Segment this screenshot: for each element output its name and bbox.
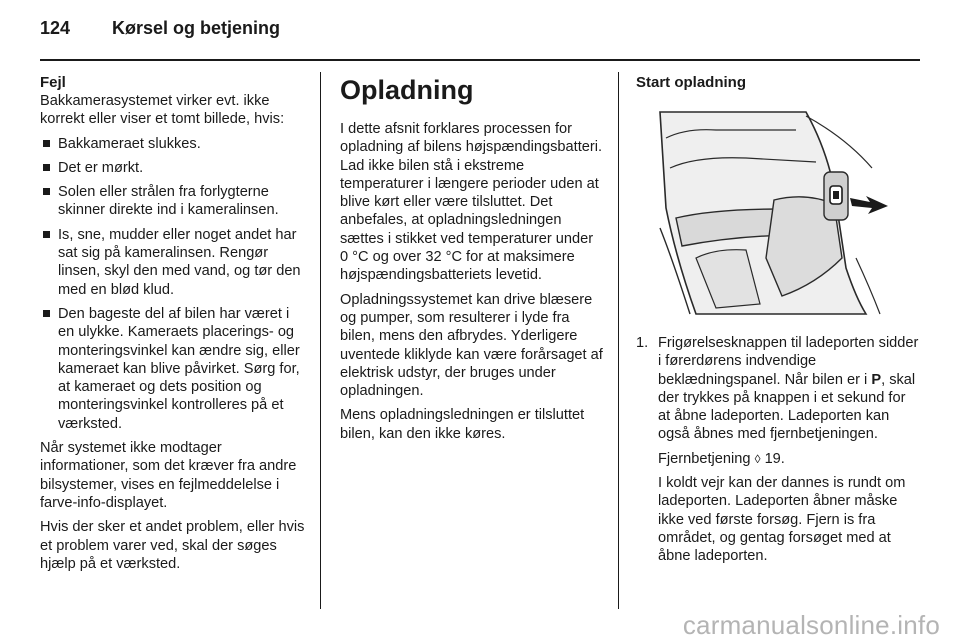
bullet-item: Is, sne, mudder eller noget andet har sat sig på kameralinsen. Rengør linsen, skyl den med vand, og tør den med en blød klud. [40, 226, 308, 299]
door-panel-illustration [656, 108, 894, 316]
section-heading-start-charging: Start opladning [636, 74, 746, 91]
fault-paragraph: Hvis der sker et andet problem, eller hvis et problem varer ved, skal der søges hjælp på et værksted. [40, 519, 305, 572]
watermark-logo: carmanualsonline.info [682, 610, 940, 640]
page-header [40, 18, 920, 48]
fault-paragraph: Når systemet ikke modtager informationer, som det kræver fra andre bilsystemer, vises en fejlmeddelelse i farve-info-displayet. [40, 440, 297, 511]
column-divider-2 [618, 72, 619, 609]
bullet-item: Bakkameraet slukkes. [40, 135, 308, 153]
fault-intro: Bakkamerasystemet virker evt. ikke korrekt eller viser et tomt billede, hvis: [40, 93, 285, 128]
reference-page: 19. [764, 450, 785, 467]
charging-paragraph: I dette afsnit forklares processen for opladning af bilens højspændingsbatteri. Lad ikke bilen stå i ekstreme temperaturer i længere perioder uden at blive kørt eller være tilsluttet. Det anbefales, at opladningsledningen sættes i stikket ved temperaturer under 0 °C og over 32 °C for at maksimere højspændingsbatteriets levetid. [340, 121, 603, 284]
column-divider-1 [320, 72, 321, 609]
chapter-title: Kørsel og betjening [112, 18, 281, 38]
step-number: 1. [636, 335, 649, 351]
bullet-item: Det er mørkt. [40, 159, 308, 177]
reference-arrow-icon: ◊ [754, 451, 761, 466]
bullet-item: Den bageste del af bilen har været i en ulykke. Kameraets placerings- og monteringsvinkel kan ændre sig, eller kameraet kan blive påvirket. Sørg for, at kameraet og dets position og monteringsvinkel kontrolleres på et værksted. [40, 305, 308, 433]
bullet-item: Solen eller strålen fra forlygterne skinner direkte ind i kameralinsen. [40, 183, 308, 220]
header-rule [40, 59, 920, 61]
step-1 [636, 334, 920, 566]
column-fault [40, 74, 308, 579]
charging-paragraph: Mens opladningsledningen er tilsluttet bilen, kan den ikke køres. [340, 407, 585, 442]
reference-label: Fjernbetjening [658, 450, 751, 467]
section-title-charging: Opladning [340, 75, 474, 105]
charging-steps [636, 334, 920, 572]
charging-paragraph: Opladningssystemet kan drive blæsere og pumper, som resulterer i lyde fra bilen, mens den afbrydes. Yderligere uventede kliklyde kan være forårsaget af elektrisk udstyr, der bruges under opladningen. [340, 291, 603, 400]
step-text [658, 334, 920, 444]
step-text-part: Frigørelsesknappen til ladeporten sidder i førerdørens indvendige beklædningspanel. Når bilen er i [658, 335, 919, 388]
cold-weather-note: I koldt vejr kan der dannes is rundt om ladeporten. Ladeporten åbner måske ikke ved første forsøg. Fjern is fra området, og gentag forsøget med at åbne ladeporten. [658, 475, 906, 565]
fault-bullet-list [40, 135, 308, 433]
cross-reference [658, 450, 920, 468]
column-start-charging [636, 74, 920, 92]
column-charging [340, 74, 604, 449]
section-heading-fault: Fejl [40, 74, 66, 91]
page-number: 124 [40, 18, 71, 38]
step-text-part: , skal der trykkes på knappen i et sekund for at åbne ladeporten. Ladeporten kan også åbnes med fjernbetjeningen. [658, 371, 916, 443]
gear-position-p: P [871, 371, 882, 388]
